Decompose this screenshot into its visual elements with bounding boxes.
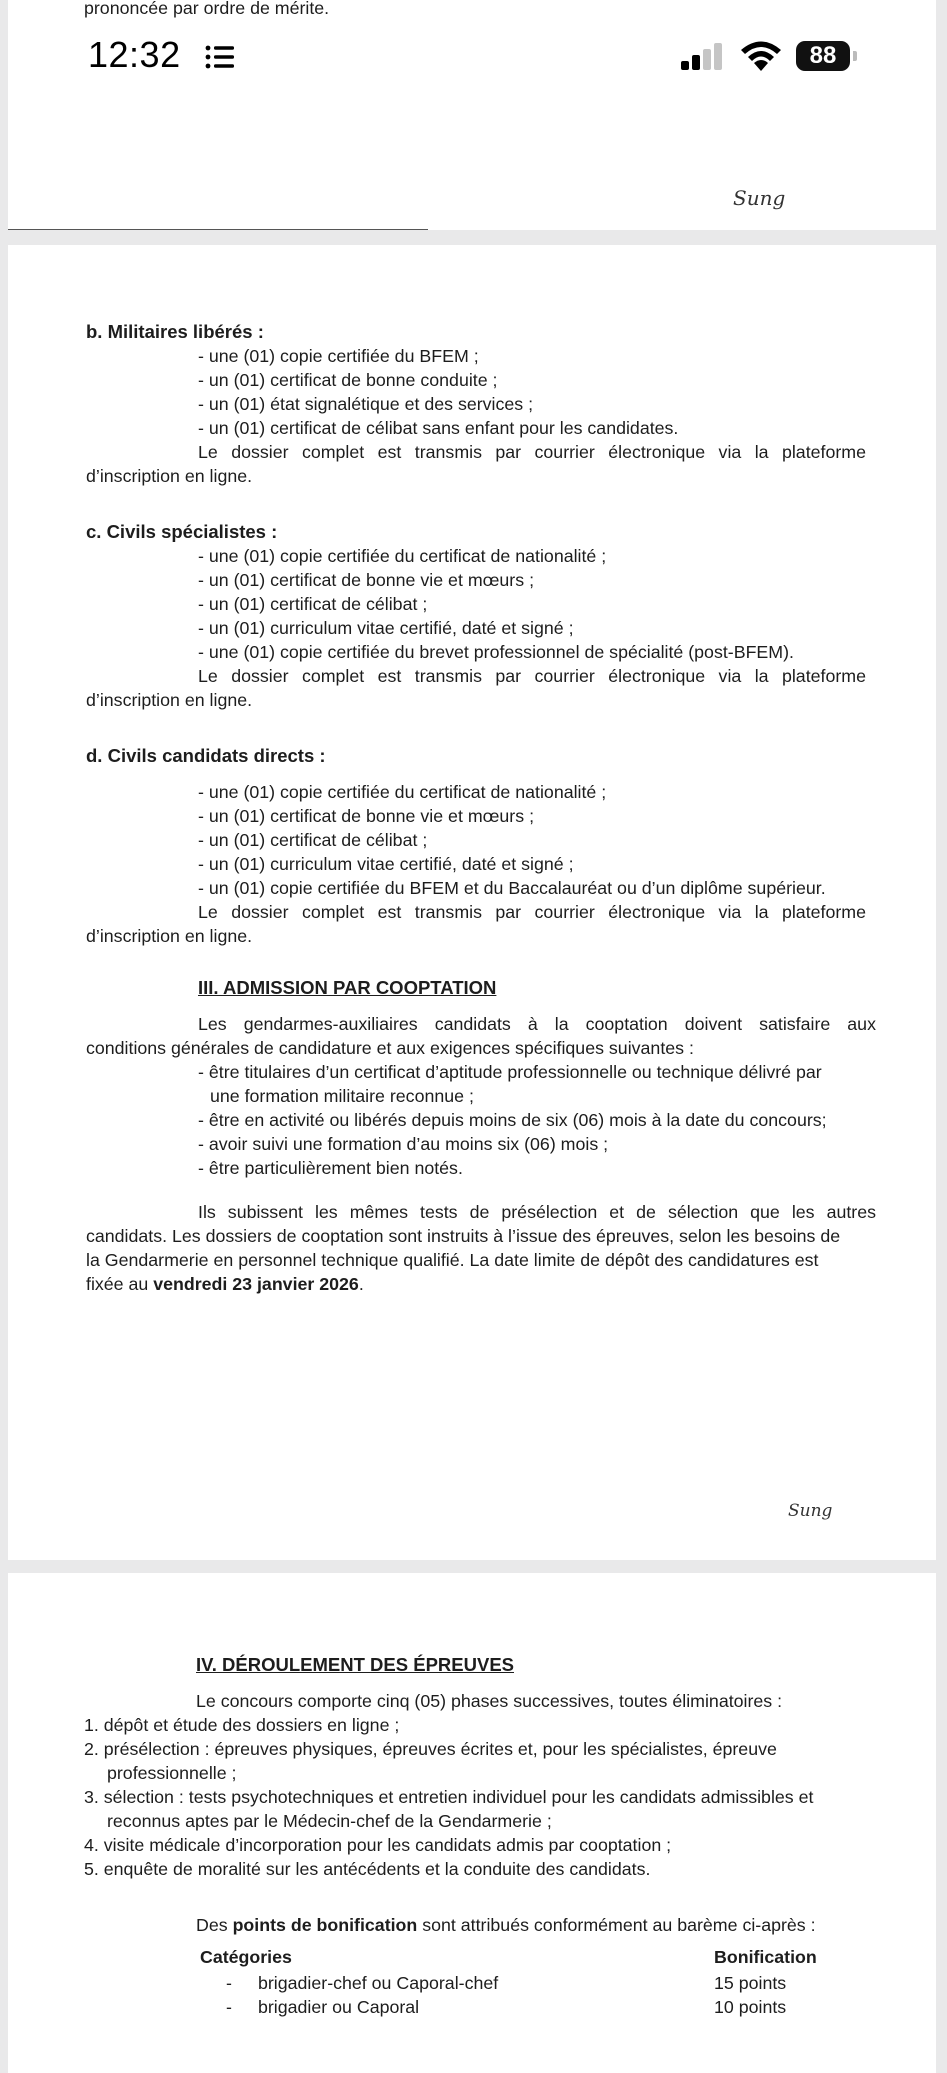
section-b-closing-end: d’inscription en ligne. <box>86 466 253 486</box>
word: via <box>718 666 742 686</box>
word: plateforme <box>781 442 866 462</box>
word: transmis <box>414 442 482 462</box>
word: subissent <box>227 1202 303 1222</box>
section-b-item: - un (01) certificat de célibat sans enfant pour les candidates. <box>198 418 679 438</box>
battery-indicator <box>796 41 850 71</box>
table-row-points: 15 points <box>714 1973 787 1993</box>
section-iii-item: une formation militaire reconnue ; <box>210 1086 474 1106</box>
section-iii-intro-end: conditions générales de candidature et aux exigences spécifiques suivantes : <box>86 1038 694 1058</box>
section-d-closing-end: d’inscription en ligne. <box>86 926 253 946</box>
word: satisfaire <box>759 1014 831 1034</box>
section-iii-paragraph-line: candidats. Les dossiers de cooptation sont instruits à l’issue des épreuves, selon les besoins de <box>86 1226 841 1246</box>
section-c-item: - un (01) certificat de bonne vie et mœurs ; <box>198 570 535 590</box>
word: la <box>554 1014 569 1034</box>
word: plateforme <box>781 902 866 922</box>
section-c-item: - un (01) certificat de célibat ; <box>198 594 428 614</box>
page1-signature: Sung <box>733 186 786 210</box>
phase-item-continuation: professionnelle ; <box>107 1763 237 1783</box>
section-iii-paragraph <box>198 1200 876 1224</box>
word: via <box>718 442 742 462</box>
list-icon <box>205 45 235 69</box>
word: sélection <box>667 1202 739 1222</box>
section-d-title: d. Civils candidats directs : <box>86 745 326 766</box>
word: électronique <box>608 442 706 462</box>
word: que <box>750 1202 780 1222</box>
section-d-closing <box>198 900 866 924</box>
phase-item: 3. sélection : tests psychotechniques et entretien individuel pour les candidats admissibles et <box>84 1787 814 1807</box>
status-time: 12:32 <box>88 34 181 75</box>
section-c-title: c. Civils spécialistes : <box>86 521 278 542</box>
section-iii-intro <box>198 1012 876 1036</box>
section-d-item: - un (01) certificat de bonne vie et mœurs ; <box>198 806 535 826</box>
word: de <box>636 1202 656 1222</box>
word: transmis <box>414 902 482 922</box>
word: candidats <box>434 1014 511 1034</box>
bonus-intro <box>196 1913 816 1937</box>
battery-level: 88 <box>809 42 837 69</box>
status-indicators <box>680 38 850 74</box>
word: est <box>377 442 402 462</box>
phase-item: 1. dépôt et étude des dossiers en ligne ; <box>84 1715 400 1735</box>
phase-item: 5. enquête de moralité sur les antécédents et la conduite des candidats. <box>84 1859 651 1879</box>
word: Les <box>198 1014 227 1034</box>
section-iii-deadline <box>86 1272 364 1296</box>
section-iii-title: III. ADMISSION PAR COOPTATION <box>198 977 497 998</box>
section-iv-intro: Le concours comporte cinq (05) phases successives, toutes éliminatoires : <box>196 1691 783 1711</box>
word: cooptation <box>585 1014 668 1034</box>
section-iii-paragraph-line: la Gendarmerie en personnel technique qualifié. La date limite de dépôt des candidatures est <box>86 1250 819 1270</box>
section-c-closing <box>198 664 866 688</box>
table-row-category: brigadier-chef ou Caporal-chef <box>258 1973 499 1993</box>
word: mêmes <box>349 1202 408 1222</box>
word: autres <box>826 1202 876 1222</box>
word: dossier <box>231 666 289 686</box>
word: plateforme <box>781 666 866 686</box>
section-c-item: - une (01) copie certifiée du brevet professionnel de spécialité (post-BFEM). <box>198 642 794 662</box>
word: par <box>495 666 522 686</box>
word: est <box>377 902 402 922</box>
word: doivent <box>684 1014 743 1034</box>
table-row-points: 10 points <box>714 1997 787 2017</box>
word: complet <box>301 902 365 922</box>
word: électronique <box>608 902 706 922</box>
word: présélection <box>501 1202 598 1222</box>
table-header-bonus: Bonification <box>714 1947 817 1967</box>
section-iii-item: - être particulièrement bien notés. <box>198 1158 463 1178</box>
word: Le <box>198 902 218 922</box>
word: est <box>377 666 402 686</box>
section-iii-item: - être titulaires d’un certificat d’aptitude professionnelle ou technique délivré par <box>198 1062 822 1082</box>
section-iii-item: - avoir suivi une formation d’au moins six (06) mois ; <box>198 1134 609 1154</box>
word: la <box>754 666 769 686</box>
word: la <box>754 902 769 922</box>
word: par <box>495 442 522 462</box>
word: à <box>527 1014 538 1034</box>
word: Le <box>198 442 218 462</box>
table-row-dash: - <box>226 1997 232 2017</box>
word: courrier <box>534 666 595 686</box>
word: courrier <box>534 902 595 922</box>
deadline-suffix: . <box>358 1274 364 1294</box>
wifi-icon <box>738 39 784 73</box>
word: gendarmes-auxiliaires <box>243 1014 418 1034</box>
section-c-closing-end: d’inscription en ligne. <box>86 690 253 710</box>
word: Le <box>198 666 218 686</box>
word: les <box>791 1202 815 1222</box>
word: aux <box>847 1014 876 1034</box>
table-row-category: brigadier ou Caporal <box>258 1997 420 2017</box>
word: transmis <box>414 666 482 686</box>
word: de <box>469 1202 490 1222</box>
deadline-prefix: fixée au <box>86 1274 154 1294</box>
document-page-3 <box>8 1573 936 2073</box>
word: électronique <box>608 666 706 686</box>
section-d-item: - une (01) copie certifiée du certificat de nationalité ; <box>198 782 607 802</box>
phase-item: 2. présélection : épreuves physiques, épreuves écrites et, pour les spécialistes, épreuve <box>84 1739 777 1759</box>
word: courrier <box>534 442 595 462</box>
document-page-2 <box>8 245 936 1560</box>
word: dossier <box>231 902 289 922</box>
cellular-signal-icon <box>680 41 726 71</box>
section-b-item: - un (01) certificat de bonne conduite ; <box>198 370 498 390</box>
section-b-title: b. Militaires libérés : <box>86 321 264 342</box>
bonus-prefix: Des <box>196 1915 233 1935</box>
section-d-item: - un (01) copie certifiée du BFEM et du Baccalauréat ou d’un diplôme supérieur. <box>198 878 826 898</box>
word: et <box>609 1202 625 1222</box>
bonus-keyword: points de bonification <box>232 1915 418 1935</box>
word: les <box>314 1202 338 1222</box>
section-iii-item: - être en activité ou libérés depuis moins de six (06) mois à la date du concours; <box>198 1110 827 1130</box>
section-c-item: - une (01) copie certifiée du certificat de nationalité ; <box>198 546 607 566</box>
section-c-item: - un (01) curriculum vitae certifié, daté et signé ; <box>198 618 574 638</box>
section-d-item: - un (01) certificat de célibat ; <box>198 830 428 850</box>
deadline-date: vendredi 23 janvier 2026 <box>153 1274 359 1294</box>
section-d-item: - un (01) curriculum vitae certifié, daté et signé ; <box>198 854 574 874</box>
battery-cap <box>853 51 857 61</box>
page-divider <box>8 229 428 230</box>
phase-item: 4. visite médicale d’incorporation pour les candidats admis par cooptation ; <box>84 1835 672 1855</box>
section-b-closing <box>198 440 866 464</box>
page2-signature: Sung <box>788 1501 833 1521</box>
word: Ils <box>198 1202 216 1222</box>
word: la <box>754 442 769 462</box>
section-b-item: - un (01) état signalétique et des services ; <box>198 394 534 414</box>
word: via <box>718 902 742 922</box>
bonus-suffix: sont attribués conformément au barème ci-après : <box>417 1915 816 1935</box>
phase-item-continuation: reconnus aptes par le Médecin-chef de la Gendarmerie ; <box>107 1811 552 1831</box>
section-iv-title: IV. DÉROULEMENT DES ÉPREUVES <box>196 1654 514 1675</box>
table-row-dash: - <box>226 1973 232 1993</box>
word: par <box>495 902 522 922</box>
word: complet <box>301 442 365 462</box>
table-header-category: Catégories <box>200 1947 292 1967</box>
word: dossier <box>231 442 289 462</box>
page1-closing-text: prononcée par ordre de mérite. <box>84 0 330 18</box>
section-b-item: - une (01) copie certifiée du BFEM ; <box>198 346 479 366</box>
word: tests <box>420 1202 458 1222</box>
word: complet <box>301 666 365 686</box>
